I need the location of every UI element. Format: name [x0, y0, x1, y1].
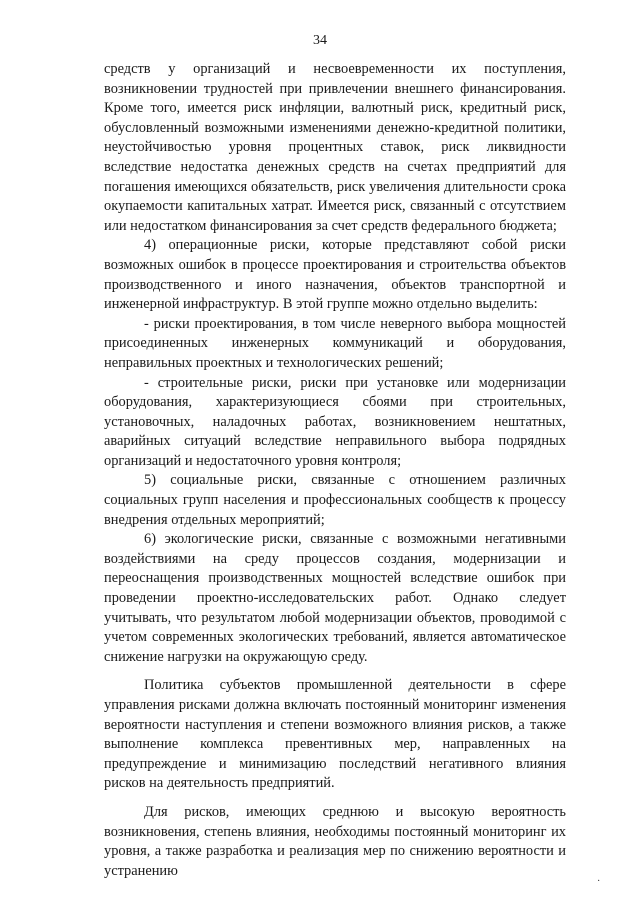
paragraph-funding-risks: средств у организаций и несвоевременности их поступления, возникновении трудностей при привлечении внешнего финансирования. Кроме того, имеется риск инфляции, валютный риск, кредитный риск, обусловленный возможными изменениями денежно-кредитной политики, неустойчивостью уровня процентных ставок, риск ликвидности вследствие недостатка денежных средств на счетах предприятий для погашения имеющихся обязательств, риск увеличения длительности срока окупаемости капитальных хатрат. Имеется риск, связанный с отсутствием или недостатком финансирования за счет средств федерального бюджета;	[104, 61, 566, 234]
paragraph-design-risks: - риски проектирования, в том числе неверного выбора мощностей присоединенных инженерных коммуникаций и оборудования, неправильных проектных и технологических решений;	[104, 315, 566, 371]
paragraph-operational-risks: 4) операционные риски, которые представляют собой риски возможных ошибок в процессе проектирования и строительства объектов производственного и иного назначения, объектов транспортной и инженерной инфраструктур. В этой группе можно отдельно выделить:	[104, 237, 566, 313]
paragraph-environmental-risks: 6) экологические риски, связанные с возможными негативными воздействиями на среду процессов создания, модернизации и переоснащения производственных мощностей вследствие ошибок при проведении проектно-исследовательских работ. Однако следует учитывать, что результатом любой модернизации объектов, проводимой с учетом современных экологических требований, является автоматическое снижение нагрузки на окружающую среду.	[104, 531, 566, 665]
paragraph-social-risks: 5) социальные риски, связанные с отношением различных социальных групп населения и профессиональных сообществ к процессу внедрения отдельных мероприятий;	[104, 472, 566, 528]
scan-mark: ·	[597, 876, 601, 887]
paragraph-risk-policy: Политика субъектов промышленной деятельности в сфере управления рисками должна включать постоянный мониторинг изменения вероятности наступления и степени возможного влияния рисков, а также выполнение комплекса превентивных мер, направленных на предупреждение и минимизацию последствий негативного влияния рисков на деятельность предприятий.	[104, 677, 566, 792]
body-text	[104, 60, 566, 881]
page-number: 34	[313, 33, 327, 48]
paragraph-construction-risks: - строительные риски, риски при установке или модернизации оборудования, характеризующиеся сбоями при строительных, установочных, наладочных работах, возникновением нештатных, аварийных ситуаций вследствие неправильного выбора подрядных организаций и недостаточного уровня контроля;	[104, 374, 566, 469]
paragraph-risk-monitoring: Для рисков, имеющих среднюю и высокую вероятность возникновения, степень влияния, необходимы постоянный мониторинг их уровня, а также разработка и реализация мер по снижению вероятности и устранению	[104, 803, 566, 879]
